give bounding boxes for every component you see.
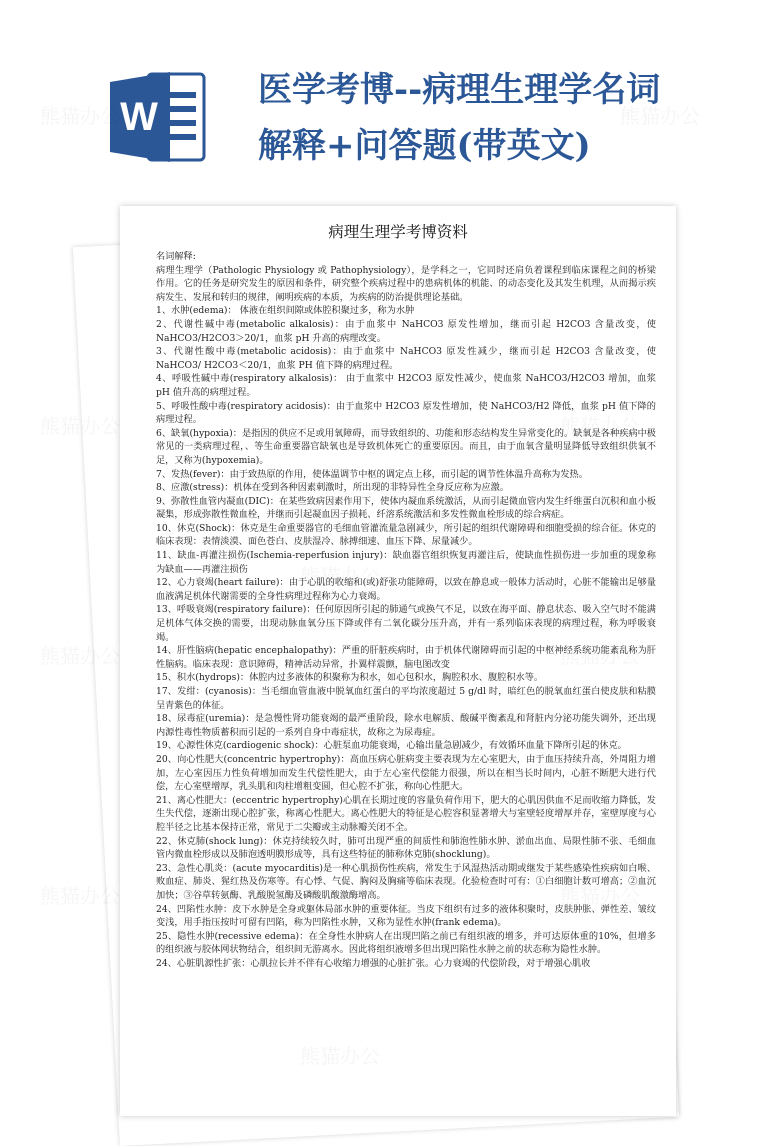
document-paragraph: 名词解释: xyxy=(156,251,196,262)
document-paragraph: 25、隐性水肿(recessive edema)：在全身性水肿病人在出现凹陷之前已有组织液的增多，并可达原体重的10%，但增多的组织液与胶体网状物结合，组织间无游离水。因此将组织液增多但出现凹陷性水肿之前的状态称为隐性水肿。 xyxy=(156,930,656,956)
document-paragraph: 14、肝性脑病(hepatic encephalopathy)：严重的肝脏疾病时，由于机体代谢障碍而引起的中枢神经系统功能紊乱称为肝性脑病。临床表现：意识障碍，精神活动异常，扑翼样震颤，脑电图改变 xyxy=(156,645,656,670)
document-paragraph: 2、代谢性碱中毒(metabolic alkalosis)：由于血浆中 NaHCO3 原发性增加，继而引起 H2CO3 含量改变，使 NaHCO3/H2CO3＞20/1，血浆 pH 升高的病理改变。 xyxy=(156,318,656,344)
document-paragraph: 7、发热(fever)：由于致热原的作用，使体温调节中枢的调定点上移，而引起的调节性体温升高称为发热。 xyxy=(156,468,588,480)
word-document-icon xyxy=(108,68,206,166)
document-paragraph: 15、积水(hydrops)：体腔内过多液体的积聚称为积水，如心包积水，胸腔积水、腹腔积水等。 xyxy=(156,672,544,684)
document-paragraph: 4、呼吸性碱中毒(respiratory alkalosis)： 由于血浆中 H2CO3 原发性减少，使血浆 NaHCO3/H2CO3 增加，血浆 pH 值升高的病理过程。 xyxy=(156,373,656,398)
document-paragraph: 3、代谢性酸中毒(metabolic acidosis)：由于血浆中 NaHCO3 原发性减少，继而引起 H2CO3 含量改变，使 NaHCO3/ H2CO3＜20/1，血浆 PH 值下降的病理过程。 xyxy=(156,346,656,371)
document-paragraph: 5、呼吸性酸中毒(respiratory acidosis)：由于血浆中 H2CO3 原发性增加，使 NaHCO3/H2 降低，血浆 pH 值下降的病理过程。 xyxy=(156,400,656,426)
document-paragraph: 17、发绀：(cyanosis)：当毛细血管血液中脱氧血红蛋白的平均浓度超过 5 g/dl 时，暗红色的脱氧血红蛋白使皮肤和粘膜呈青紫色的体征。 xyxy=(156,686,656,711)
document-paragraph: 10、休克(Shock)：休克是生命重要器官的毛细血管灌流量急剧减少，所引起的组织代谢障碍和细胞受损的综合征。休克的临床表现：表情淡漠、面色苍白、皮肤湿冷、脉搏细速、血压下降、尿量减少。 xyxy=(156,522,656,548)
document-paragraph: 23、急性心肌炎：(acute myocarditis)是一种心肌损伤性疾病，常发生于风湿热活动期或继发于某些感染性疾病如白喉、败血症、肺炎、猩红热及伤寒等。有心悸、气促、胸闷及胸痛等临床表现。化验检查时可有：①白细胞计数可增高；②血沉加快；③谷草转氨酶、乳酸脱氢酶及磷酸肌酸激酶增高。 xyxy=(156,862,656,901)
document-paragraph: 病理生理学（Pathologic Physiology 或 Pathophysiology），是学科之一，它同时还肩负着课程到临床课程之间的桥梁作用。它的任务是研究发生的原因和条件，研究整个疾病过程中的患病机体的机能、的动态变化及其发生机理，从而揭示疾病发生、发展和转归的规律，阐明疾病的本质，为疾病的防治提供理论基础。 xyxy=(156,264,656,303)
document-paragraph: 11、缺血-再灌注损伤(Ischemia-reperfusion injury)：缺血器官组织恢复再灌注后，使缺血性损伤进一步加重的现象称为缺血——再灌注损伤 xyxy=(156,550,656,575)
page-title-line-2: 解释+问答题(带英文) xyxy=(258,126,591,166)
document-paragraph: 8、应激(stress)：机体在受到各种因素刺激时，所出现的非特异性全身反应称为应激。 xyxy=(156,482,510,494)
document-paragraph: 1、水肿(edema)： 体液在组织间隙或体腔积聚过多，称为水肿 xyxy=(156,305,415,317)
document-paragraph: 6、缺氧(hypoxia)：是指因的供应不足或用氧障碍，而导致组织的、功能和形态结构发生异常变化的。缺氧是各种疾病中极常见的一类病理过程，、等生命重要器官缺氧也是导致机体死亡的重要原因。而且，由于血氧含量明显降低导致组织供氧不足，又称为(hypoxemia)。 xyxy=(156,427,656,466)
document-paragraph: 9、弥散性血管内凝血(DIC)：在某些致病因素作用下，使体内凝血系统激活，从而引起微血管内发生纤维蛋白沉积和血小板凝集，形成弥散性微血栓，并继而引起凝血因子损耗、纤溶系统激活和多发性微血栓形成的综合病症。 xyxy=(156,495,656,521)
document-paragraph: 19、心源性休克(cardiogenic shock)：心脏泵血功能衰竭，心输出量急剧减少，有效循环血量下降所引起的休克。 xyxy=(156,740,627,752)
document-page xyxy=(120,206,676,1116)
document-paragraph: 21、离心性肥大：(eccentric hypertrophy)心肌在长期过度的容量负荷作用下，肥大的心肌因供血不足而收缩力降低，发生失代偿，逐渐出现心腔扩张，称离心性肥大。离心性肥大的特征是心腔容积显著增大与室壁轻度增厚并存，室壁厚度与心腔半径之比基本保持正常，常见于二尖瓣或主动脉瓣关闭不全。 xyxy=(156,794,656,833)
document-paragraph: 20、向心性肥大(concentric hypertrophy)：高血压病心脏病变主要表现为左心室肥大，由于血压持续升高，外周阻力增加，左心室因压力性负荷增加而发生代偿性肥大，由于左心室代偿能力很强，所以在相当长时间内，心脏不断肥大进行代偿，左心室壁增厚，乳头肌和肉柱增粗变圆，但心腔不扩张，称向心性肥大。 xyxy=(156,753,656,793)
document-paragraph: 22、休克肺(shock lung)：休克持续较久时，肺可出现严重的间质性和肺泡性肺水肿、淤血出血、局限性肺不张、毛细血管内微血栓形成以及肺泡透明膜形成等，具有这些特征的肺称休克肺(shocklung)。 xyxy=(156,835,656,861)
document-title: 病理生理学考博资料 xyxy=(328,223,468,241)
page-title-line-1: 医学考博--病理生理学名词 xyxy=(258,70,661,110)
document-paragraph: 13、呼吸衰竭(respiratory failure)：任何原因所引起的肺通气或换气不足，以致在海平面、静息状态、吸入空气时不能满足机体气体交换的需要，出现动脉血氧分压下降或伴有二氧化碳分压升高，并有一系列临床表现的病理过程，称为呼吸衰竭。 xyxy=(156,604,656,643)
logo-letter: W xyxy=(120,95,158,139)
document-body xyxy=(120,250,676,970)
page-title xyxy=(258,62,758,174)
document-paragraph: 18、尿毒症(uremia)：是急慢性肾功能衰竭的最严重阶段，除水电解质、酸碱平衡紊乱和肾脏内分泌功能失调外，还出现内源性毒性物质蓄积而引起的一系列自身中毒症状，故称之为尿毒症。 xyxy=(156,713,656,738)
document-paragraph: 24、凹陷性水肿：皮下水肿是全身或躯体局部水肿的重要体征。当皮下组织有过多的液体积聚时，皮肤肿胀、弹性差、皱纹变浅，用手指压按时可留有凹陷，称为凹陷性水肿，又称为显性水肿(frank edema)。 xyxy=(156,903,656,929)
document-paragraph: 24、心脏肌源性扩张：心肌拉长并不伴有心收缩力增强的心脏扩张。心力衰竭的代偿阶段，对于增强心肌收 xyxy=(156,957,591,969)
document-paragraph: 12、心力衰竭(heart failure)：由于心肌的收缩和(或)舒张功能障碍，以致在静息或一般体力活动时，心脏不能输出足够量血液满足机体代谢需要的全身性病理过程称为心力衰竭。 xyxy=(156,577,656,602)
